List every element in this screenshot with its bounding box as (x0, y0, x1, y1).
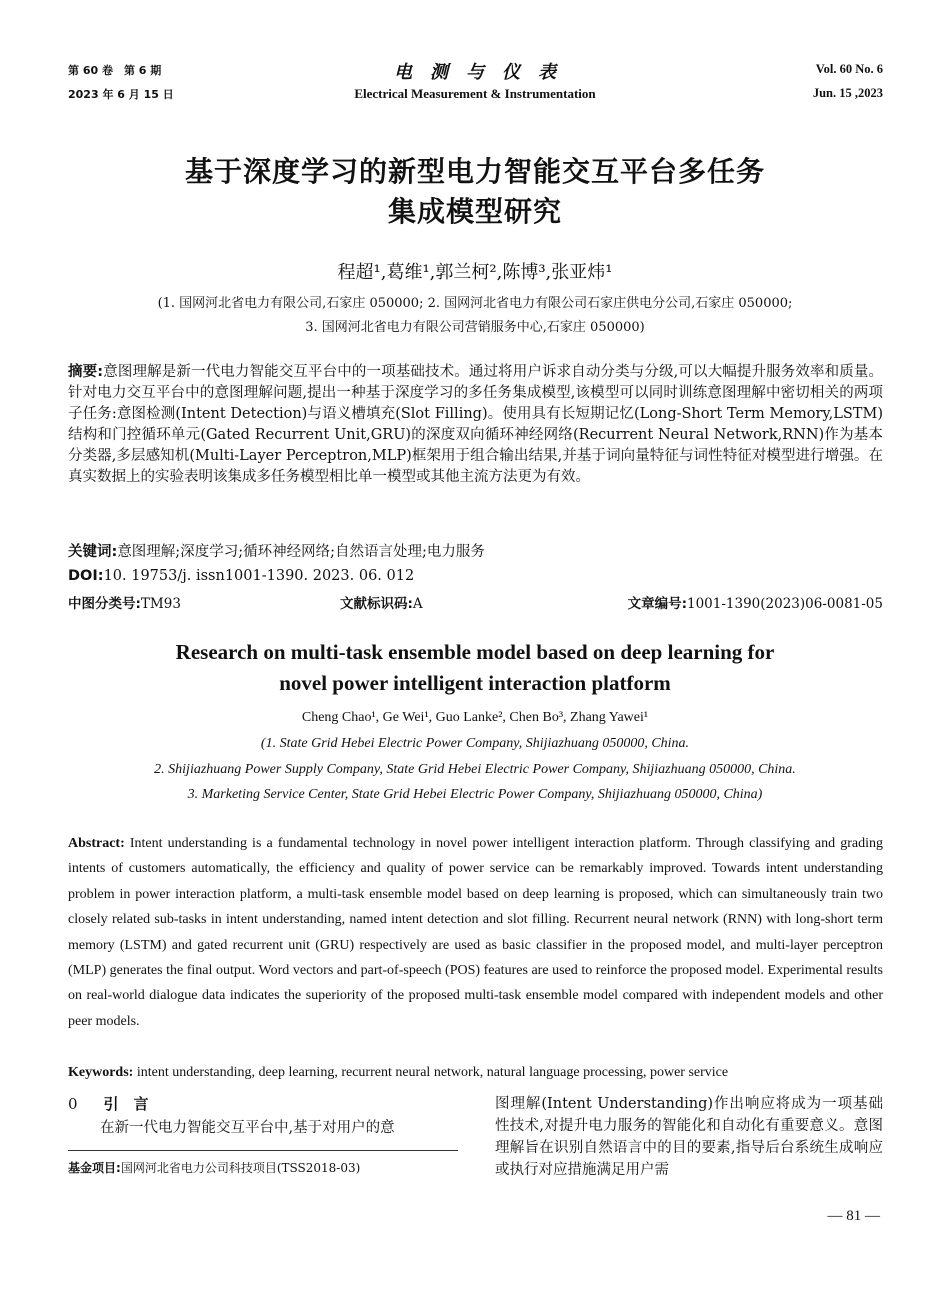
article-label: 文章编号: (627, 596, 687, 612)
page-number: — 81 — (827, 1208, 880, 1224)
date-en: Jun. 15 ,2023 (812, 86, 883, 100)
affiliation-en-line1: (1. State Grid Hebei Electric Power Company, Shijiazhuang 050000, China. (260, 736, 690, 751)
keywords-en-text: intent understanding, deep learning, recurrent neural network, natural language processing, power service (136, 1065, 729, 1080)
authors-cn: 程超¹,葛维¹,郭兰柯²,陈博³,张亚炜¹ (337, 262, 613, 283)
abstract-en (68, 831, 883, 1034)
doi-label: DOI: (68, 568, 104, 584)
journal-name-en: Electrical Measurement & Instrumentation (354, 86, 596, 101)
footnote (68, 1159, 360, 1176)
intro-right-text: 图理解(Intent Understanding)作出响应将成为一项基础性技术,对提升电力服务的智能化和自动化有重要意义。意图理解旨在识别自然语言中的目的要素,指导后台系统生成响应或执行对应措施满足用户需 (495, 1096, 883, 1178)
abstract-cn (68, 362, 883, 488)
footnote-divider (68, 1150, 458, 1151)
doi-text: 10. 19753/j. issn1001-1390. 2023. 06. 012 (103, 568, 415, 584)
title-cn-line2: 集成模型研究 (387, 195, 562, 228)
article-value: 1001-1390(2023)06-0081-05 (686, 596, 883, 612)
authors-en: Cheng Chao¹, Ge Wei¹, Guo Lanke², Chen Bo³, Zhang Yawei¹ (301, 710, 649, 725)
journal-name-cn: 电 测 与 仪 表 (394, 62, 556, 83)
keywords-en (68, 1060, 883, 1085)
doc-label: 文献标识码: (340, 596, 413, 612)
keywords-cn-text: 意图理解;深度学习;循环神经网络;自然语言处理;电力服务 (117, 544, 485, 560)
affiliation-cn-line2: 3. 国网河北省电力有限公司营销服务中心,石家庄 050000) (305, 320, 645, 335)
doi (68, 566, 883, 587)
date-cn: 2023 年 6 月 15 日 (68, 88, 174, 101)
abstract-cn-label: 摘要: (68, 364, 104, 380)
clc-label: 中图分类号: (68, 596, 141, 612)
keywords-cn (68, 542, 883, 563)
keywords-cn-label: 关键词: (68, 544, 118, 560)
affiliation-cn-line1: (1. 国网河北省电力有限公司,石家庄 050000; 2. 国网河北省电力有限公司石家庄供电分公司,石家庄 050000; (157, 296, 793, 311)
section-title: 引 言 (103, 1095, 149, 1113)
volume-cn: 第 60 卷 第 6 期 (68, 64, 162, 77)
article-number (628, 592, 883, 612)
keywords-en-label: Keywords: (68, 1065, 134, 1080)
section-number: 0 (68, 1095, 78, 1113)
doc-value: A (412, 596, 423, 612)
affiliation-en-line3: 3. Marketing Service Center, State Grid Hebei Electric Power Company, Shijiazhuang 050000, China) (187, 787, 763, 802)
abstract-cn-text: 意图理解是新一代电力智能交互平台中的一项基础技术。通过将用户诉求自动分类与分级,可以大幅提升服务效率和质量。针对电力交互平台中的意图理解问题,提出一种基于深度学习的多任务集成模型,该模型可以同时训练意图理解中密切相关的两项子任务:意图检测(Intent Detection)与语义槽填充(Slot Filling)。使用具有长短期记忆(Long-Short Term Memory,LSTM)结构和门控循环单元(Gated Recurrent Unit,GRU)的深度双向循环神经网络(Recurrent Neural Network,RNN)作为基本分类器,多层感知机(Multi-Layer Perceptron,MLP)框架用于组合输出结果,并基于词向量特征与词性特征对模型进行增强。在真实数据上的实验表明该集成多任务模型相比单一模型或其他主流方法更为有效。 (68, 364, 883, 485)
affiliation-en-line2: 2. Shijiazhuang Power Supply Company, State Grid Hebei Electric Power Company, Shijiazhuang 050000, China. (154, 762, 796, 777)
doc-code (340, 592, 423, 612)
section-heading (68, 1093, 149, 1114)
intro-left-text: 在新一代电力智能交互平台中,基于对用户的意 (100, 1120, 395, 1136)
clc-value: TM93 (140, 596, 181, 612)
footnote-label: 基金项目: (68, 1161, 121, 1175)
title-en-line1: Research on multi-task ensemble model based on deep learning for (175, 640, 775, 664)
title-en-line2: novel power intelligent interaction platform (279, 671, 671, 695)
clc-number (68, 592, 181, 612)
abstract-en-label: Abstract: (68, 836, 125, 851)
title-cn-line1: 基于深度学习的新型电力智能交互平台多任务 (184, 155, 765, 188)
footnote-text: 国网河北省电力公司科技项目(TSS2018-03) (120, 1161, 361, 1175)
volume-en: Vol. 60 No. 6 (815, 62, 883, 76)
abstract-en-text: Intent understanding is a fundamental technology in novel power intelligent interaction platform. Through classifying and grading intents of customers automatically, the efficiency and quality of power service can be remarkably improved. Towards intent understanding problem in power interaction platform, a multi-task ensemble model based on deep learning is proposed, which can simultaneously train two closely related sub-tasks in intent understanding, named intent detection and slot filling. Recurrent neural network (RNN) with long-short term memory (LSTM) and gated recurrent unit (GRU) respectively are used as basic classifier in the proposed model, and multi-layer perceptron (MLP) generates the final output. Word vectors and part-of-speech (POS) features are used to reinforce the proposed model. Experimental results on real-world dialogue data indicates the superiority of the proposed multi-task ensemble model compared with independent models and other peer models. (68, 836, 883, 1029)
